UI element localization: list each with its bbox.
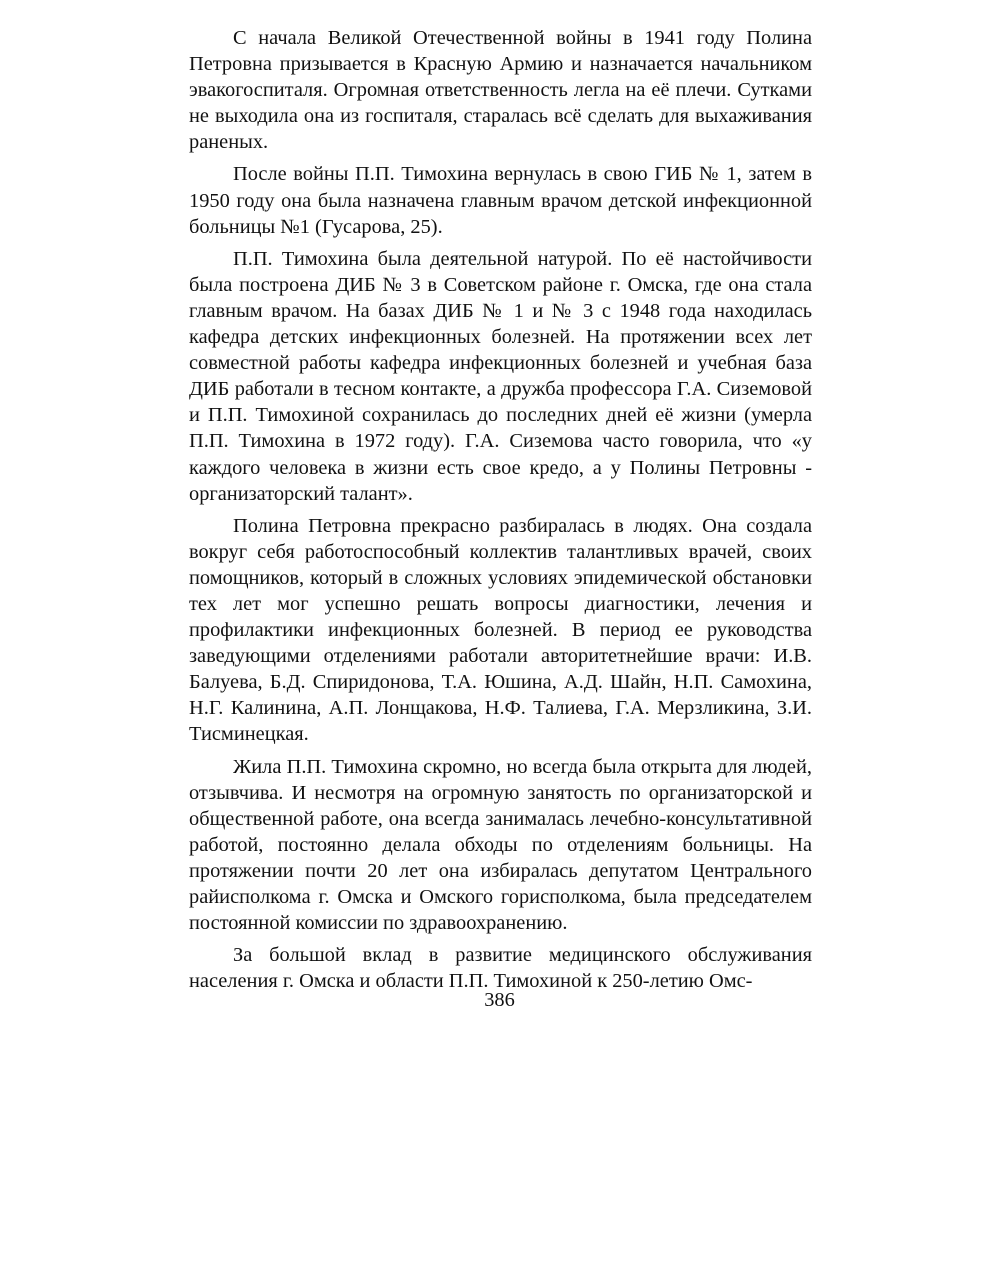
paragraph: Жила П.П. Тимохина скромно, но всегда была открыта для людей, отзывчива. И несмотря на огромную занятость по организаторской и общественной работе, она всегда занималась лечебно-консультативной работой, постоянно делала обходы по отделениям больницы. На протяжении почти 20 лет она избиралась депутатом Центрального райисполкома г. Омска и Омского горисполкома, была председателем постоянной комиссии по здравоохранению. [189,755,812,935]
paragraph: С начала Великой Отечественной войны в 1941 году Полина Петровна призывается в Красную Армию и назначается начальником эвакогоспиталя. Огромная ответственность легла на её плечи. Сутками не выходила она из госпиталя, старалась всё сделать для выхаживания раненых. [189,27,812,154]
page-number: 386 [484,989,515,1011]
page-body [189,25,812,994]
paragraph: За большой вклад в развитие медицинского обслуживания населения г. Омска и области П.П. Тимохиной к 250-летию Омс- [189,944,812,993]
paragraph: П.П. Тимохина была деятельной натурой. По её настойчивости была построена ДИБ № 3 в Советском районе г. Омска, где она стала главным врачом. На базах ДИБ № 1 и № 3 с 1948 года находилась кафедра детских инфекционных болезней. На протяжении всех лет совместной работы кафедра инфекционных болезней и учебная база ДИБ работали в тесном контакте, а дружба профессора Г.А. Сиземовой и П.П. Тимохиной сохранилась до последних дней её жизни (умерла П.П. Тимохина в 1972 году). Г.А. Сиземова часто говорила, что «у каждого человека в жизни есть свое кредо, а у Полины Петровны - организаторский талант». [189,247,812,505]
paragraph: Полина Петровна прекрасно разбиралась в людях. Она создала вокруг себя работоспособный коллектив талантливых врачей, своих помощников, который в сложных условиях эпидемической обстановки тех лет мог успешно решать вопросы диагностики, лечения и профилактики инфекционных болезней. В период ее руководства заведующими отделениями работали авторитетнейшие врачи: И.В. Балуева, Б.Д. Спиридонова, Т.А. Юшина, А.Д. Шайн, Н.П. Самохина, Н.Г. Калинина, А.П. Лонщакова, Н.Ф. Талиева, Г.А. Мерзликина, З.И. Тисминецкая. [189,514,812,746]
paragraph: После войны П.П. Тимохина вернулась в свою ГИБ № 1, затем в 1950 году она была назначена главным врачом детской инфекционной больницы №1 (Гусарова, 25). [189,163,812,238]
